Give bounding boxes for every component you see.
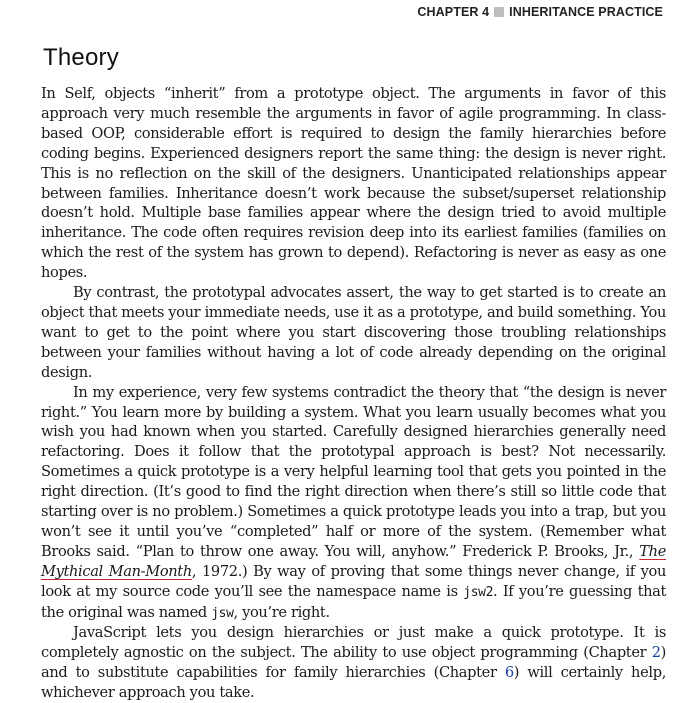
paragraph-3-text-b: , 1972.) By way of proving that some things never change, if you look at my source code you’ll see the namespace name is — [41, 562, 666, 600]
chapter-number: CHAPTER 4 — [417, 5, 490, 19]
code-namespace-jsw2: jsw2 — [463, 584, 494, 600]
paragraph-3-text-d: , you’re right. — [233, 603, 330, 621]
paragraph-4-text-a: JavaScript lets you design hierarchies or just make a quick prototype. It is completely agnostic on the subject. The ability to use object programming (Chapter — [41, 624, 666, 662]
header-separator-square — [494, 7, 504, 17]
paragraph-3-text-a: In my experience, very few systems contradict the theory that “the design is never right.” You learn more by building a system. What you learn usually becomes what you wish you had known when you started. Carefully designed hierarchies generally need refactoring. Does it follow that the prototypal approach is best? Not necessarily. Sometimes a quick prototype is a very helpful learning tool that gets you pointed in the right direction. (It’s good to find the right direction when there’s still so little code that starting over is no problem.) Sometimes a quick prototype leads you into a trap, but you won’t see it until you’ve “completed” half or more of the system. (Remember what Brooks said. “Plan to throw one away. You will, anyhow.” Frederick P. Brooks, Jr., — [41, 383, 666, 560]
paragraph-2: By contrast, the prototypal advocates assert, the way to get started is to create an object that meets your immediate needs, use it as a prototype, and build something. You want to get to the point where you start discovering those troubling relationships between your families without having a lot of code already depending on the original design. — [41, 284, 666, 381]
chapter-6-link[interactable]: 6 — [504, 664, 514, 682]
paragraph-4-text-b: ) and to substitute capabilities for family hierarchies (Chapter — [41, 644, 666, 682]
paragraph-3 — [41, 383, 666, 624]
section-title: Theory — [43, 44, 119, 71]
running-header — [417, 5, 663, 19]
chapter-title: INHERITANCE PRACTICE — [509, 5, 663, 19]
paragraph-3-text-c: . If you’re guessing that the original was named — [41, 582, 666, 621]
chapter-2-link[interactable]: 2 — [651, 644, 661, 662]
paragraph-4-text-c: ) will certainly help, whichever approach you take. — [41, 664, 666, 702]
book-title: The Mythical Man-Month — [41, 542, 666, 580]
code-namespace-jsw: jsw — [211, 605, 234, 621]
body-text — [41, 84, 666, 703]
paragraph-1: In Self, objects “inherit” from a prototype object. The arguments in favor of this approach very much resemble the arguments in favor of agile programming. In class-based OOP, considerable effort is required to design the family hierarchies before coding begins. Experienced designers report the same thing: the design is never right. This is no reflection on the skill of the designers. Unanticipated relationships appear between families. Inheritance doesn’t work because the subset/superset relationship doesn’t hold. Multiple base families appear where the design tried to avoid multiple inheritance. The code often requires revision deep into its earliest families (families on which the rest of the system has grown to depend). Refactoring is never as easy as one hopes. — [41, 85, 666, 282]
paragraph-4 — [41, 623, 666, 703]
